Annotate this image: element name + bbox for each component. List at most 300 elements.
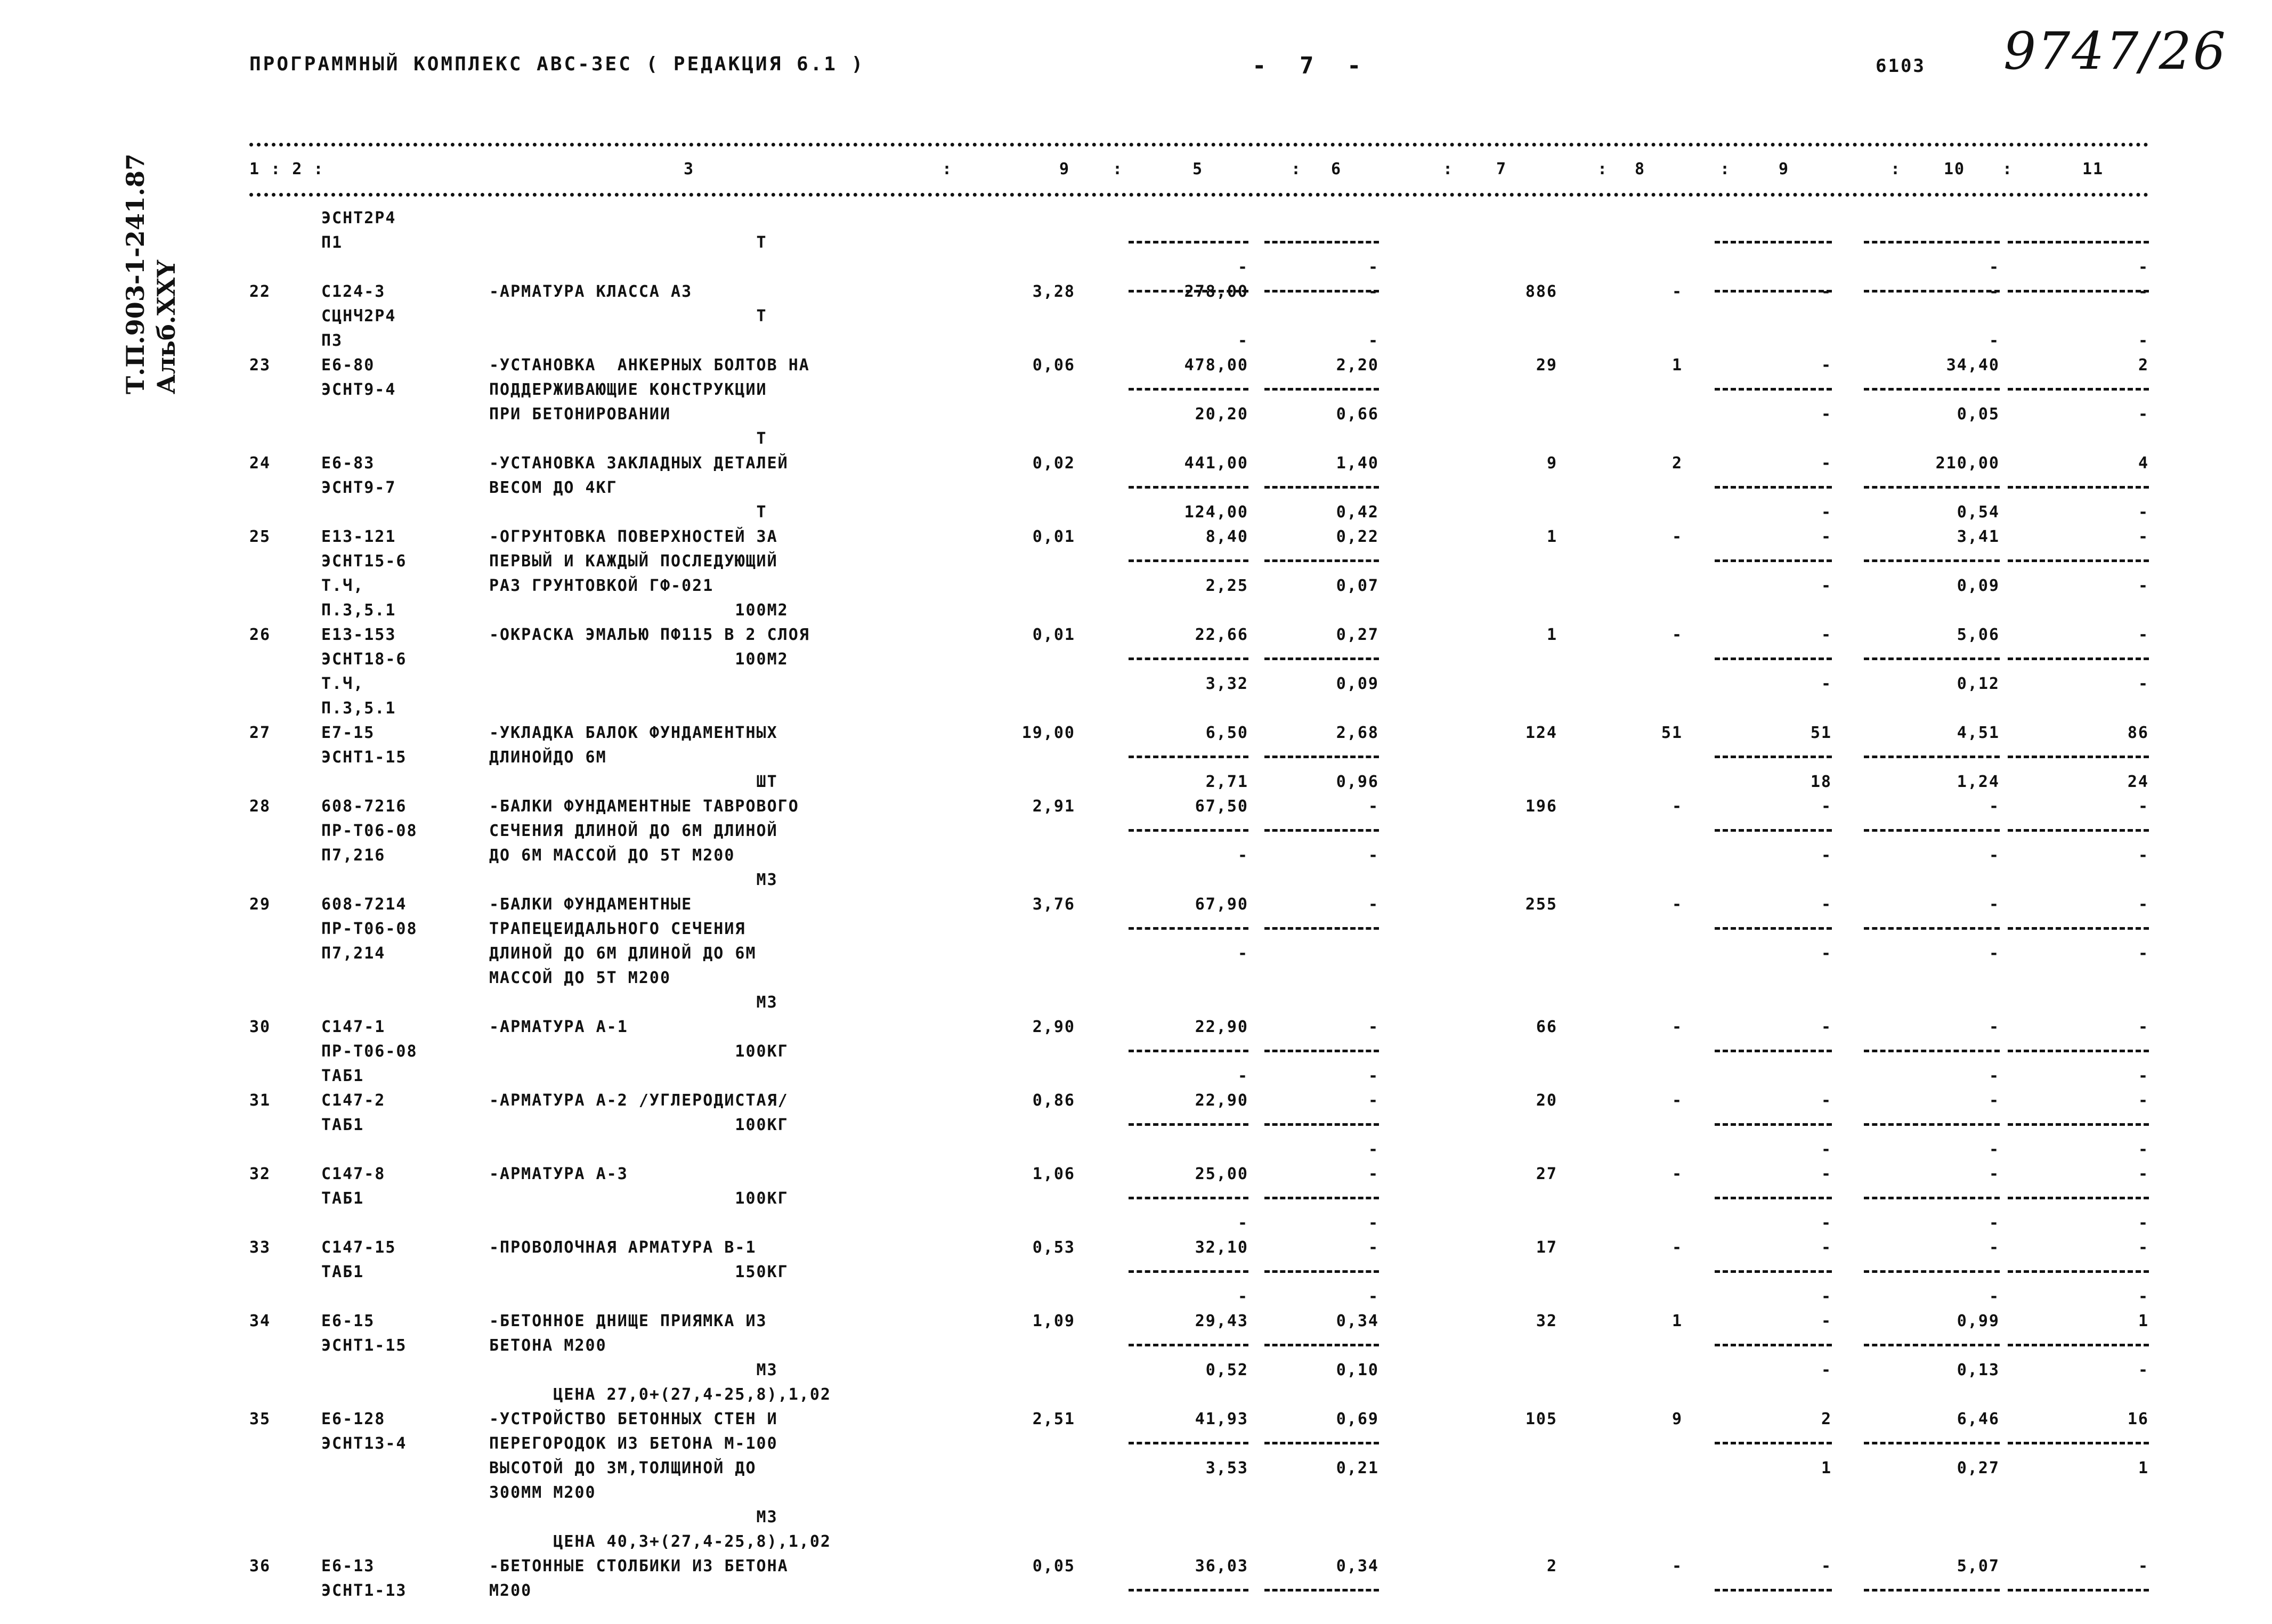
table-cell: 3,76: [1032, 895, 1075, 914]
cell-divider: [2008, 829, 2149, 832]
cell-divider: [2008, 486, 2149, 489]
cell-divider: [1264, 1270, 1379, 1273]
table-cell: 0,06: [1032, 356, 1075, 375]
table-cell: -: [2138, 1214, 2149, 1232]
cell-divider: [2008, 1270, 2149, 1273]
table-cell: -ПРОВОЛОЧНАЯ АРМАТУРА В-1: [489, 1238, 757, 1257]
table-cell: 36,03: [1195, 1557, 1248, 1576]
cell-divider: [2008, 927, 2149, 930]
cell-divider: [1129, 1123, 1248, 1126]
table-cell: ТАБ1: [321, 1263, 364, 1281]
table-cell: 22: [249, 282, 271, 301]
table-cell: -: [1237, 944, 1248, 963]
table-cell: -АРМАТУРА КЛАССА А3: [489, 282, 693, 301]
table-cell: -: [1368, 1287, 1379, 1306]
table-cell: 2,68: [1336, 724, 1379, 742]
table-cell: -: [2138, 1140, 2149, 1159]
column-header: 11: [2082, 160, 2104, 178]
column-header: 8: [1635, 160, 1646, 178]
table-cell: 51: [1810, 724, 1832, 742]
cell-divider: [1129, 1344, 1248, 1346]
table-cell: -: [1989, 1018, 2000, 1036]
table-cell: 1: [1821, 1459, 1832, 1477]
table-cell: 6,46: [1957, 1410, 2000, 1428]
table-cell: 30: [249, 1018, 271, 1036]
table-row: [249, 451, 2149, 525]
table-cell: 2: [1671, 454, 1683, 473]
cell-divider: [2008, 1123, 2149, 1126]
table-cell: -: [1821, 1091, 1832, 1110]
column-header: 6: [1331, 160, 1342, 178]
cell-divider: [1864, 241, 2000, 243]
table-cell: -: [1368, 1214, 1379, 1232]
table-cell: 9: [1671, 1410, 1683, 1428]
table-cell: 28: [249, 797, 271, 816]
table-cell: -: [2138, 895, 2149, 914]
table-cell: М3: [489, 993, 778, 1012]
table-cell: -: [1368, 1091, 1379, 1110]
table-cell: -: [1821, 576, 1832, 595]
table-cell: -: [1368, 258, 1379, 277]
table-cell: -УСТРОЙСТВО БЕТОННЫХ СТЕН И: [489, 1410, 778, 1428]
table-cell: Е6-83: [321, 454, 375, 473]
table-row: [249, 255, 2149, 353]
table-cell: 29,43: [1195, 1312, 1248, 1330]
table-cell: 25: [249, 527, 271, 546]
table-cell: 0,13: [1957, 1361, 2000, 1379]
table-cell: М3: [489, 1361, 778, 1379]
table-cell: ШТ: [489, 773, 778, 791]
table-cell: -УКЛАДКА БАЛОК ФУНДАМЕНТНЫХ: [489, 724, 778, 742]
table-cell: -: [1821, 1018, 1832, 1036]
table-cell: 0,69: [1336, 1410, 1379, 1428]
table-cell: 2,91: [1032, 797, 1075, 816]
cell-divider: [1129, 1197, 1248, 1199]
column-header: 9: [1779, 160, 1790, 178]
table-cell: 0,96: [1336, 773, 1379, 791]
table-cell: -: [1671, 1238, 1683, 1257]
table-cell: С147-2: [321, 1091, 386, 1110]
table-cell: -: [1989, 1287, 2000, 1306]
table-cell: -: [1821, 944, 1832, 963]
table-cell: 35: [249, 1410, 271, 1428]
table-cell: -АРМАТУРА А-2 /УГЛЕРОДИСТАЯ/: [489, 1091, 789, 1110]
table-row: [249, 623, 2149, 721]
table-cell: П7,216: [321, 846, 386, 865]
table-cell: 608-7216: [321, 797, 407, 816]
table-cell: 34: [249, 1312, 271, 1330]
table-cell: 124,00: [1184, 503, 1248, 522]
table-cell: -: [1368, 846, 1379, 865]
table-cell: -: [1821, 675, 1832, 693]
table-cell: ЭСНТ2Р4: [321, 209, 396, 228]
cell-divider: [1715, 1442, 1832, 1444]
cell-divider: [1715, 1344, 1832, 1346]
table-cell: 51: [1661, 724, 1683, 742]
table-cell: МАССОЙ ДО 5Т М200: [489, 969, 671, 987]
table-cell: -: [1821, 503, 1832, 522]
cell-divider: [2008, 1197, 2149, 1199]
table-cell: 4,51: [1957, 724, 2000, 742]
table-cell: 27: [249, 724, 271, 742]
table-cell: 32: [249, 1165, 271, 1183]
cell-divider: [2008, 1589, 2149, 1591]
table-cell: 1,09: [1032, 1312, 1075, 1330]
cell-divider: [1129, 1442, 1248, 1444]
table-row: [249, 1309, 2149, 1407]
table-cell: 3,28: [1032, 282, 1075, 301]
column-header: :: [1597, 160, 1609, 178]
cell-divider: [1264, 486, 1379, 489]
table-cell: М200: [489, 1581, 532, 1600]
table-cell: 31: [249, 1091, 271, 1110]
table-cell: -: [1821, 1165, 1832, 1183]
table-cell: 0,66: [1336, 405, 1379, 424]
cell-divider: [1129, 1589, 1248, 1591]
table-cell: -: [1821, 626, 1832, 644]
table-cell: 0,12: [1957, 675, 2000, 693]
table-cell: -: [1821, 1287, 1832, 1306]
table-cell: 32,10: [1195, 1238, 1248, 1257]
cell-divider: [1715, 1197, 1832, 1199]
table-cell: -: [1671, 1557, 1683, 1576]
table-cell: -: [1821, 405, 1832, 424]
table-cell: 1,40: [1336, 454, 1379, 473]
table-cell: П3: [321, 331, 343, 350]
table-cell: 100М2: [489, 650, 789, 669]
cell-divider: [1864, 1344, 2000, 1346]
table-cell: -: [1821, 356, 1832, 375]
table-cell: 1: [1671, 1312, 1683, 1330]
table-cell: 2: [1546, 1557, 1557, 1576]
table-cell: -: [1821, 1214, 1832, 1232]
table-cell: -: [1671, 626, 1683, 644]
cell-divider: [1715, 1589, 1832, 1591]
table-body: [249, 206, 2149, 1603]
table-cell: Т: [489, 307, 767, 326]
table-cell: 0,34: [1336, 1557, 1379, 1576]
table-cell: 0,52: [1205, 1361, 1248, 1379]
cell-divider: [1864, 1050, 2000, 1052]
table-cell: -: [1989, 944, 2000, 963]
cell-divider: [1715, 927, 1832, 930]
table-cell: 20: [1536, 1091, 1557, 1110]
table-cell: -: [1671, 1091, 1683, 1110]
table-cell: 22,90: [1195, 1091, 1248, 1110]
cell-divider: [1864, 1197, 2000, 1199]
table-cell: ЭСНТ15-6: [321, 552, 407, 571]
table-cell: -: [1821, 1238, 1832, 1257]
table-cell: 29: [1536, 356, 1557, 375]
cell-divider: [1264, 290, 1379, 293]
table-cell: Т.Ч,: [321, 576, 364, 595]
table-cell: РАЗ ГРУНТОВКОЙ ГФ-021: [489, 576, 714, 595]
top-rule: [249, 143, 2149, 147]
table-cell: -: [2138, 944, 2149, 963]
table-cell: -: [1989, 331, 2000, 350]
table-cell: 0,01: [1032, 527, 1075, 546]
table-cell: 3,53: [1205, 1459, 1248, 1477]
table-cell: П.3,5.1: [321, 699, 396, 718]
cell-divider: [1264, 1442, 1379, 1444]
table-cell: 5,06: [1957, 626, 2000, 644]
cell-divider: [1264, 756, 1379, 758]
table-cell: -: [1989, 1067, 2000, 1085]
cell-divider: [1264, 241, 1379, 243]
table-cell: С124-3: [321, 282, 386, 301]
table-cell: 100М2: [489, 601, 789, 620]
table-cell: 17: [1536, 1238, 1557, 1257]
table-cell: -: [1989, 797, 2000, 816]
table-cell: 100КГ: [489, 1042, 789, 1061]
table-cell: Т: [489, 233, 767, 252]
table-cell: 100КГ: [489, 1116, 789, 1134]
table-cell: 8,40: [1205, 527, 1248, 546]
table-cell: 0,05: [1957, 405, 2000, 424]
table-cell: 6,50: [1205, 724, 1248, 742]
cell-divider: [1864, 756, 2000, 758]
table-cell: 2,25: [1205, 576, 1248, 595]
table-cell: ТАБ1: [321, 1067, 364, 1085]
table-row: [249, 1089, 2149, 1162]
table-cell: -: [1237, 846, 1248, 865]
cell-divider: [1264, 559, 1379, 562]
table-cell: -: [2138, 1557, 2149, 1576]
cell-divider: [1264, 1050, 1379, 1052]
table-cell: -: [1821, 797, 1832, 816]
table-cell: -: [1821, 1361, 1832, 1379]
table-row: [249, 1407, 2149, 1554]
table-cell: ЭСНТ18-6: [321, 650, 407, 669]
table-cell: 26: [249, 626, 271, 644]
column-header: 9: [1059, 160, 1070, 178]
column-header: 5: [1192, 160, 1204, 178]
table-cell: 1: [1546, 626, 1557, 644]
table-cell: 0,09: [1957, 576, 2000, 595]
table-cell: -: [1368, 1165, 1379, 1183]
cell-divider: [1715, 657, 1832, 660]
table-cell: 29: [249, 895, 271, 914]
table-cell: 2: [1821, 1410, 1832, 1428]
table-cell: -: [2138, 527, 2149, 546]
table-cell: Е6-80: [321, 356, 375, 375]
handwritten-number: 9747/26: [2003, 21, 2227, 81]
table-cell: -БЕТОННЫЕ СТОЛБИКИ ИЗ БЕТОНА: [489, 1557, 789, 1576]
cell-divider: [1715, 388, 1832, 391]
table-cell: 0,07: [1336, 576, 1379, 595]
cell-divider: [1864, 927, 2000, 930]
column-header: :: [2002, 160, 2014, 178]
cell-divider: [1129, 829, 1248, 832]
column-header: :: [1890, 160, 1902, 178]
table-cell: 300ММ М200: [489, 1483, 596, 1502]
cell-divider: [2008, 1050, 2149, 1052]
table-cell: 25,00: [1195, 1165, 1248, 1183]
table-row: [249, 525, 2149, 623]
cell-divider: [1129, 388, 1248, 391]
table-cell: ПР-Т06-08: [321, 920, 418, 938]
table-cell: ЭСНТ9-4: [321, 380, 396, 399]
table-cell: -: [1237, 1067, 1248, 1085]
table-cell: 2,20: [1336, 356, 1379, 375]
cell-divider: [1715, 756, 1832, 758]
table-cell: 2,71: [1205, 773, 1248, 791]
table-cell: ТРАПЕЦЕИДАЛЬНОГО СЕЧЕНИЯ: [489, 920, 746, 938]
cell-divider: [2008, 1344, 2149, 1346]
table-cell: 1,24: [1957, 773, 2000, 791]
table-cell: СЕЧЕНИЯ ДЛИНОЙ ДО 6М ДЛИНОЙ: [489, 822, 778, 840]
table-cell: 19,00: [1021, 724, 1075, 742]
table-cell: -: [2138, 282, 2149, 301]
table-cell: -: [1237, 1287, 1248, 1306]
table-cell: -: [1821, 527, 1832, 546]
table-cell: -УСТАНОВКА АНКЕРНЫХ БОЛТОВ НА: [489, 356, 810, 375]
table-cell: 86: [2127, 724, 2149, 742]
table-cell: 0,09: [1336, 675, 1379, 693]
cell-divider: [1129, 657, 1248, 660]
cell-divider: [1264, 657, 1379, 660]
table-cell: 2: [2138, 356, 2149, 375]
table-cell: -: [2138, 1091, 2149, 1110]
cell-divider: [1864, 657, 2000, 660]
table-cell: -: [2138, 1067, 2149, 1085]
table-cell: -: [1671, 527, 1683, 546]
table-cell: 67,50: [1195, 797, 1248, 816]
table-cell: 3,32: [1205, 675, 1248, 693]
table-cell: ЭСНТ13-4: [321, 1434, 407, 1453]
table-cell: 67,90: [1195, 895, 1248, 914]
table-cell: -: [1368, 282, 1379, 301]
table-row: [249, 1554, 2149, 1603]
cell-divider: [1864, 1442, 2000, 1444]
column-header: 10: [1944, 160, 1966, 178]
table-cell: 150КГ: [489, 1263, 789, 1281]
table-cell: -АРМАТУРА А-3: [489, 1165, 628, 1183]
column-header: :: [1720, 160, 1731, 178]
table-cell: -: [1821, 454, 1832, 473]
table-cell: 0,10: [1336, 1361, 1379, 1379]
table-cell: -: [1821, 1557, 1832, 1576]
table-cell: 3,41: [1957, 527, 2000, 546]
table-cell: 4: [2138, 454, 2149, 473]
table-cell: -БАЛКИ ФУНДАМЕНТНЫЕ ТАВРОВОГО: [489, 797, 799, 816]
table-cell: ПОДДЕРЖИВАЮЩИЕ КОНСТРУКЦИИ: [489, 380, 767, 399]
table-cell: 22,66: [1195, 626, 1248, 644]
table-cell: -ОГРУНТОВКА ПОВЕРХНОСТЕЙ ЗА: [489, 527, 778, 546]
cell-divider: [2008, 756, 2149, 758]
table-cell: -: [1368, 1018, 1379, 1036]
cell-divider: [1129, 1270, 1248, 1273]
table-cell: ПР-Т06-08: [321, 1042, 418, 1061]
table-cell: 0,86: [1032, 1091, 1075, 1110]
table-cell: БЕТОНА М200: [489, 1336, 607, 1355]
table-cell: 210,00: [1935, 454, 2000, 473]
table-cell: Т: [489, 503, 767, 522]
table-cell: -: [1821, 895, 1832, 914]
cell-divider: [1129, 290, 1248, 293]
table-cell: -: [1989, 895, 2000, 914]
cell-divider: [1129, 1050, 1248, 1052]
cell-divider: [1715, 1050, 1832, 1052]
table-cell: 0,27: [1336, 626, 1379, 644]
table-cell: -: [1237, 1214, 1248, 1232]
table-cell: Т: [489, 429, 767, 448]
cell-divider: [1264, 829, 1379, 832]
table-cell: ПРИ БЕТОНИРОВАНИИ: [489, 405, 671, 424]
table-cell: П1: [321, 233, 343, 252]
table-cell: М3: [489, 871, 778, 889]
table-cell: 100КГ: [489, 1189, 789, 1208]
table-cell: -БЕТОННОЕ ДНИЩЕ ПРИЯМКА ИЗ: [489, 1312, 767, 1330]
table-row: [249, 794, 2149, 892]
cell-divider: [1715, 829, 1832, 832]
table-cell: 0,42: [1336, 503, 1379, 522]
cell-divider: [2008, 241, 2149, 243]
table-cell: -: [1237, 331, 1248, 350]
table-cell: 22,90: [1195, 1018, 1248, 1036]
table-cell: -БАЛКИ ФУНДАМЕНТНЫЕ: [489, 895, 693, 914]
table-cell: 0,22: [1336, 527, 1379, 546]
cell-divider: [1264, 1123, 1379, 1126]
table-cell: -: [1989, 846, 2000, 865]
cell-divider: [1715, 1270, 1832, 1273]
table-cell: 27: [1536, 1165, 1557, 1183]
table-cell: С147-8: [321, 1165, 386, 1183]
table-cell: 33: [249, 1238, 271, 1257]
table-cell: ВЕСОМ ДО 4КГ: [489, 478, 618, 497]
table-cell: 2,51: [1032, 1410, 1075, 1428]
table-cell: -: [1368, 895, 1379, 914]
table-cell: 20,20: [1195, 405, 1248, 424]
table-cell: -АРМАТУРА А-1: [489, 1018, 628, 1036]
table-cell: -ОКРАСКА ЭМАЛЬЮ ПФ115 В 2 СЛОЯ: [489, 626, 810, 644]
table-cell: СЦНЧ2Р4: [321, 307, 396, 326]
header-rule: [249, 193, 2149, 197]
table-row: [249, 353, 2149, 451]
table-cell: -: [2138, 258, 2149, 277]
table-cell: 34,40: [1946, 356, 2000, 375]
column-header: 1 : 2 :: [249, 160, 324, 178]
table-cell: 278,00: [1184, 282, 1248, 301]
table-row: [249, 892, 2149, 1015]
table-cell: ПЕРВЫЙ И КАЖДЫЙ ПОСЛЕДУЮЩИЙ: [489, 552, 778, 571]
table-cell: 0,27: [1957, 1459, 2000, 1477]
document-code: 6103: [1876, 55, 1926, 77]
table-cell: ТАБ1: [321, 1189, 364, 1208]
table-cell: 1: [2138, 1312, 2149, 1330]
table-cell: ДЛИНОЙДО 6М: [489, 748, 607, 767]
cell-divider: [1715, 241, 1832, 243]
table-cell: -: [1368, 797, 1379, 816]
table-cell: -: [2138, 405, 2149, 424]
cell-divider: [1864, 829, 2000, 832]
table-cell: 255: [1525, 895, 1557, 914]
table-cell: -: [1671, 797, 1683, 816]
table-cell: Е6-15: [321, 1312, 375, 1330]
table-cell: -: [2138, 331, 2149, 350]
cell-divider: [1264, 927, 1379, 930]
cell-divider: [1864, 486, 2000, 489]
table-row: [249, 1015, 2149, 1089]
table-cell: 66: [1536, 1018, 1557, 1036]
table-cell: -: [1368, 1067, 1379, 1085]
column-header: :: [1113, 160, 1124, 178]
table-cell: П7,214: [321, 944, 386, 963]
table-cell: Е7-15: [321, 724, 375, 742]
table-cell: М3: [489, 1508, 778, 1526]
table-cell: 608-7214: [321, 895, 407, 914]
table-cell: 1: [1546, 527, 1557, 546]
